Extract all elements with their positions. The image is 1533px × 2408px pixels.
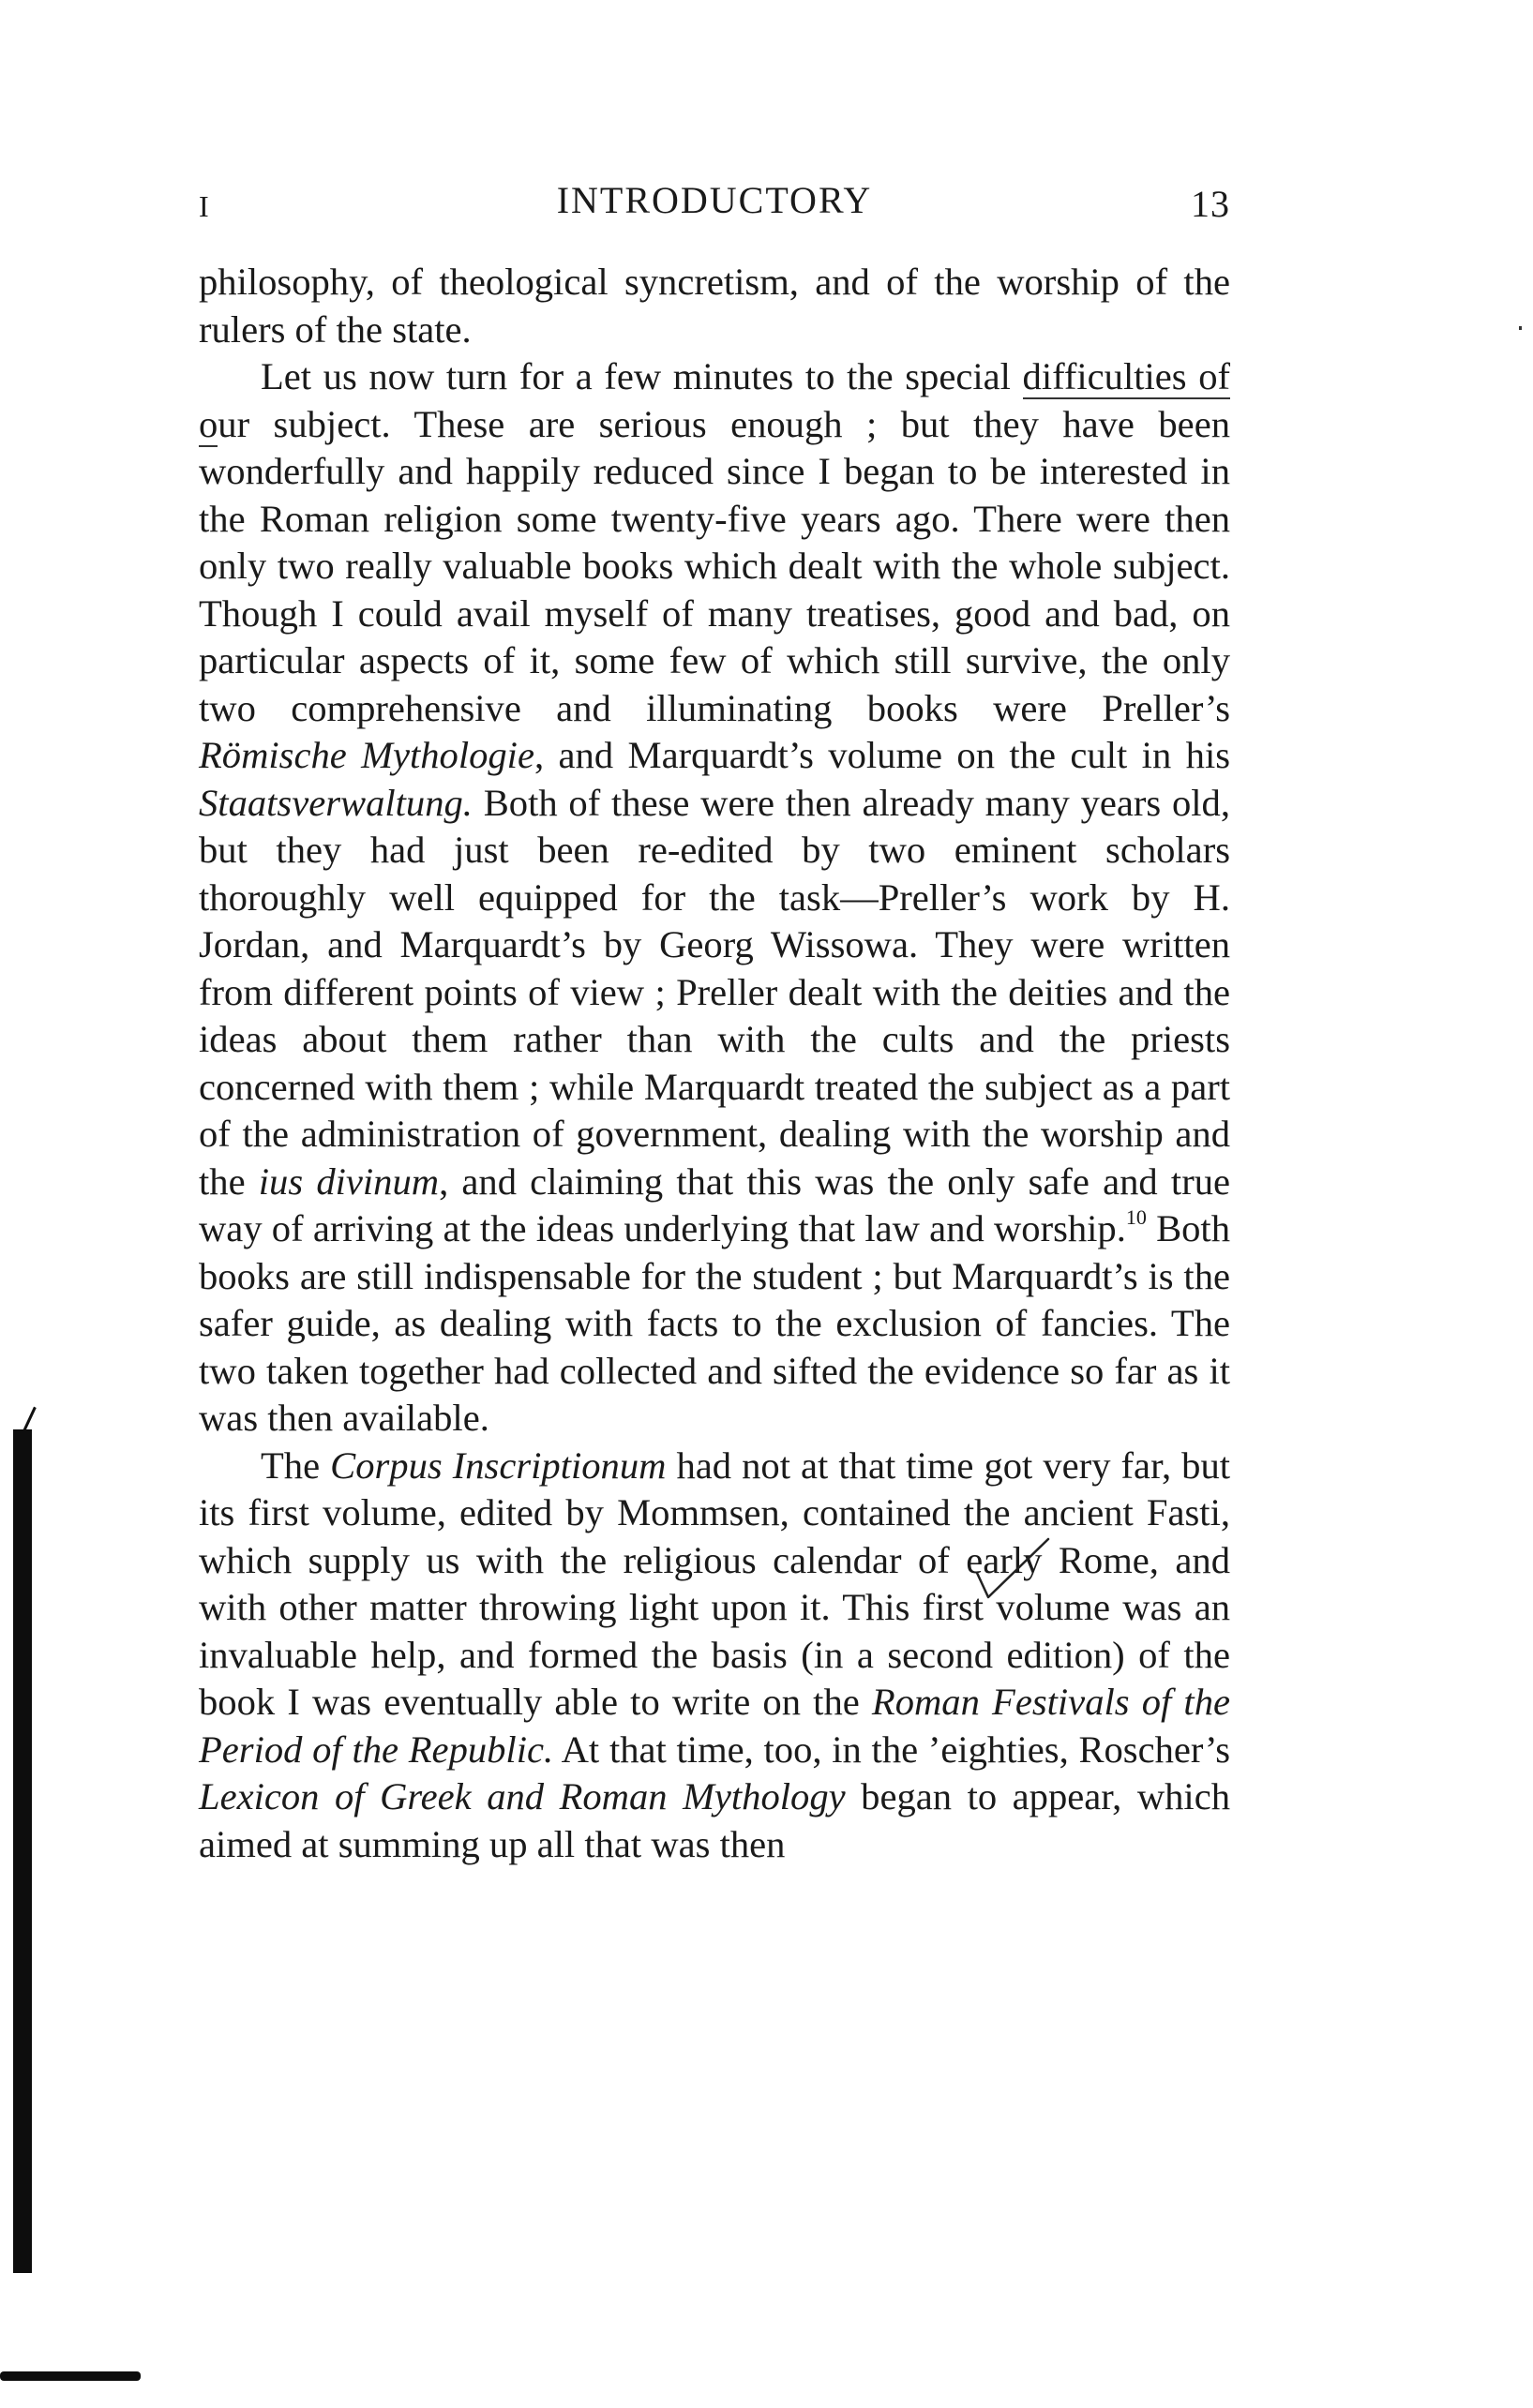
paragraph-1-text: philosophy, of theological syncretism, and of the worship of the rulers of the state. — [199, 261, 1230, 351]
book-title-corpus-inscriptionum: Corpus Inscriptionum — [330, 1443, 667, 1487]
paragraph-2-tail: Both books are still indispensable for the student ; but Marquardt’s is the safer guide, as dealing with facts to the exclusion of fancies. The two taken together had collected and sifted the evidence so far as it was then available. — [199, 1207, 1230, 1439]
page-number: 13 — [1191, 183, 1230, 225]
pencil-underline: difficulties of o — [199, 355, 1230, 445]
running-header — [199, 178, 1230, 234]
paper-speck — [1519, 326, 1522, 330]
binding-shadow-bottom — [0, 2371, 141, 2381]
footnote-ref: 10 — [1125, 1205, 1147, 1229]
margin-tick-icon — [23, 1407, 37, 1432]
paragraph-3-tail: began to appear, which aimed at summing up all that was then — [199, 1775, 1230, 1865]
running-title: INTRODUCTORY — [556, 179, 873, 221]
paragraph-3 — [199, 1443, 1230, 1869]
body-text — [199, 259, 1230, 1868]
check-mark-icon — [975, 1535, 1050, 1601]
paragraph-3-lead: The — [261, 1443, 331, 1487]
term-ius-divinum: ius divinum — [258, 1159, 440, 1203]
paragraph-2-mid3: Both of these were then already many years old, but they had just been re-edited by two eminent scholars thoroughly well equipped for the task—Preller’s work by H. Jordan, and Marquardt’s by Georg Wissowa. They were written from different points of view ; Preller dealt with the deities and the ideas about them rather than with the cults and the priests concerned with them ; while Marquardt treated the subject as a part of the administration of government, dealing with the worship and the — [199, 781, 1230, 1203]
paragraph-1 — [199, 259, 1230, 353]
paragraph-2-mid2: , and Marquardt’s volume on the cult in his — [534, 734, 1231, 776]
binding-shadow — [13, 1429, 32, 2273]
book-title-roemische-mythologie: Römische Mythologie — [199, 734, 534, 776]
paragraph-3-mid2: At that time, too, in the ’eighties, Roscher’s — [553, 1727, 1230, 1771]
book-title-roscher-lexicon: Lexicon of Greek and Roman Mythology — [199, 1775, 846, 1817]
paragraph-2-lead: Let us now turn for a few minutes to the special — [261, 355, 1023, 397]
chapter-number: I — [199, 189, 210, 223]
paragraph-2 — [199, 353, 1230, 1443]
book-title-roman-festivals: Roman Festivals of the Period of the Republic. — [199, 1681, 1231, 1771]
paragraph-2-mid1: ur subject. These are serious enough ; but they have been wonderfully and happily reduced since I began to be interested in the Roman religion some twenty-five years ago. There were then only two really valuable books which dealt with the whole subject. Though I could avail myself of many treatises, good and bad, on particular aspects of it, some few of which still survive, the only two comprehensive and illuminating books were Preller’s — [199, 402, 1230, 729]
paragraph-3-mid1: had not at that time got very far, but its first volume, edited by Mommsen, contained the ancient Fasti, which supply us with the religious calendar of early Rome, and with other matter throwing light upon it. This first volume was an invaluable help, and formed the basis (in a second edition) of the book I was eventually able to write on the — [199, 1443, 1231, 1723]
paragraph-2-mid4: , and claiming that this was the only safe and true way of arriving at the ideas underlying that law and worship. — [199, 1159, 1231, 1249]
book-title-staatsverwaltung: Staatsverwaltung. — [199, 781, 473, 824]
